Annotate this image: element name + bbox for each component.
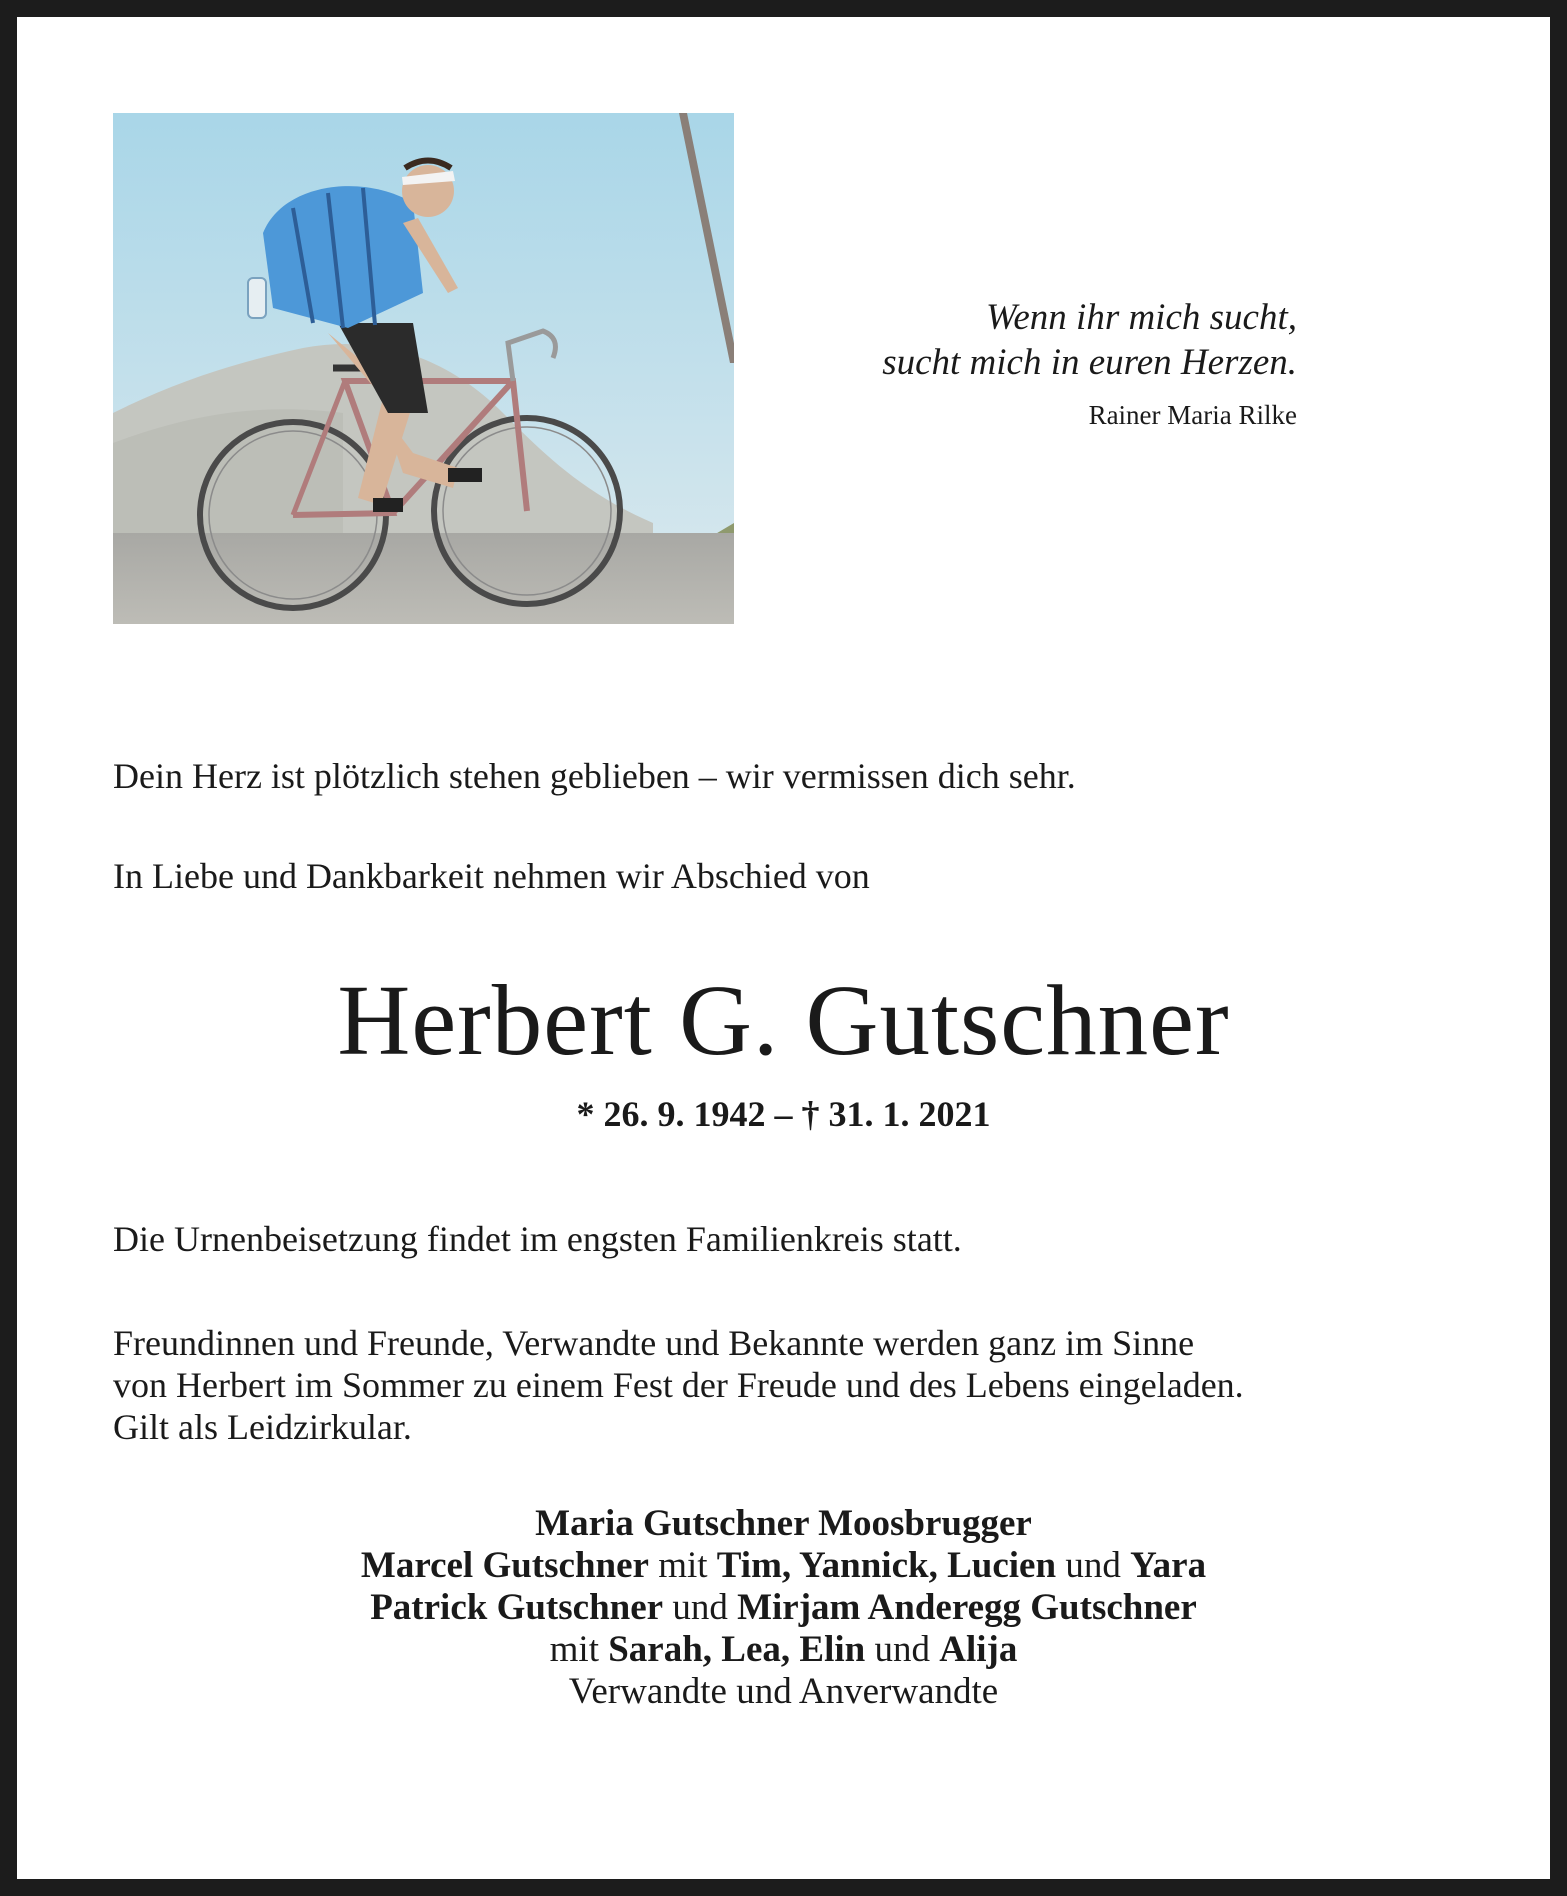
- burial-notice: Die Urnenbeisetzung findet im engsten Familienkreis statt.: [113, 1219, 962, 1259]
- connector-word: und: [663, 1587, 738, 1628]
- invitation-paragraph: [113, 1322, 1453, 1448]
- family-row-4: [17, 1629, 1550, 1671]
- rilke-quote: [730, 295, 1297, 432]
- connector-word: und: [1056, 1545, 1131, 1586]
- family-row-3: [17, 1587, 1550, 1629]
- connector-word: mit: [549, 1629, 609, 1670]
- invitation-line-2: von Herbert im Sommer zu einem Fest der Freude und des Lebens eingeladen.: [113, 1365, 1244, 1405]
- mourning-family-list: [17, 1503, 1550, 1713]
- invitation-line-3: Gilt als Leidzirkular.: [113, 1407, 412, 1447]
- intro-line-2: In Liebe und Dankbarkeit nehmen wir Abschied von: [113, 856, 870, 896]
- family-member-name: Marcel Gutschner: [360, 1545, 649, 1586]
- family-row-2: [17, 1545, 1550, 1587]
- portrait-photo-cyclist: [113, 113, 734, 624]
- invitation-line-1: Freundinnen und Freunde, Verwandte und Bekannte werden ganz im Sinne: [113, 1323, 1195, 1363]
- family-row-1: [17, 1503, 1550, 1545]
- quote-line-1: Wenn ihr mich sucht,: [985, 297, 1297, 338]
- family-member-name: Maria Gutschner Moosbrugger: [535, 1503, 1032, 1544]
- deceased-name: Herbert G. Gutschner: [337, 964, 1230, 1076]
- life-dates: * 26. 9. 1942 – † 31. 1. 2021: [576, 1094, 991, 1134]
- intro-line-1: Dein Herz ist plötzlich stehen geblieben – wir vermissen dich sehr.: [113, 756, 1076, 796]
- family-member-name: Mirjam Anderegg Gutschner: [737, 1587, 1197, 1628]
- quote-line-2: sucht mich in euren Herzen.: [882, 342, 1297, 383]
- family-member-name: Yara: [1130, 1545, 1207, 1586]
- family-row-5: Verwandte und Anverwandte: [568, 1671, 999, 1712]
- family-member-name: Patrick Gutschner: [370, 1587, 664, 1628]
- quote-author: Rainer Maria Rilke: [1088, 400, 1297, 430]
- connector-word: und: [865, 1629, 940, 1670]
- family-children-names: Tim, Yannick, Lucien: [716, 1545, 1057, 1586]
- connector-word: mit: [648, 1545, 717, 1586]
- family-member-name: Alija: [939, 1629, 1018, 1670]
- family-children-names: Sarah, Lea, Elin: [608, 1629, 866, 1670]
